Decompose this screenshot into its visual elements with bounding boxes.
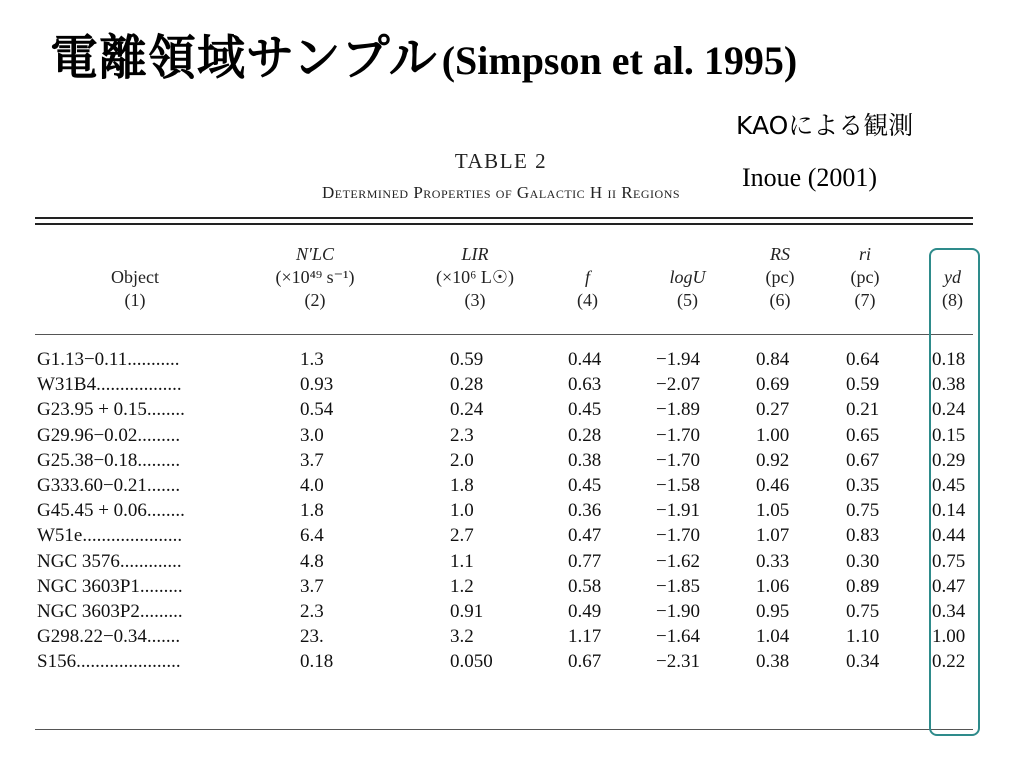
- table-cell-col-2: 3.7: [300, 575, 324, 597]
- table-cell-col-8: 0.18: [932, 349, 966, 370]
- table-cell-col-7: 0.75: [846, 601, 880, 622]
- table-row: [0, 548, 1024, 575]
- table-cell-col-3: 1.2: [450, 575, 474, 597]
- table-cell-col-4: 0.63: [568, 374, 602, 396]
- table-cell-col-7: 0.35: [846, 475, 880, 496]
- table-cell-col-4: 0.58: [568, 575, 602, 597]
- table-cell-object: S156......................: [37, 651, 181, 673]
- table-cell-col-3: 3.2: [450, 626, 474, 648]
- table-cell-col-7: 0.89: [846, 575, 880, 597]
- column-header-4: [560, 243, 615, 312]
- table-cell-col-2: 0.18: [300, 651, 334, 673]
- table-cell-col-6: 0.69: [756, 374, 790, 396]
- column-header-5: [645, 243, 730, 312]
- table-cell-col-3: 1.0: [450, 500, 474, 522]
- table-cell-col-7: 0.65: [846, 424, 880, 446]
- table-cell-col-4: 0.47: [568, 525, 602, 547]
- table-cell-col-3: 0.59: [450, 349, 484, 370]
- table-cell-col-3: 0.28: [450, 374, 484, 396]
- table-row: [0, 472, 1024, 499]
- column-header-8-line-3: (8): [942, 290, 963, 310]
- table-cell-col-4: 0.67: [568, 651, 602, 673]
- table-cell-col-3: 1.1: [450, 550, 474, 572]
- table-cell-col-6: 0.95: [756, 601, 790, 622]
- table-cell-col-7: 0.21: [846, 399, 880, 421]
- table-bottom-rule: [35, 729, 973, 730]
- column-header-6-line-1: RS: [770, 244, 790, 264]
- column-header-3-line-1: LIR: [461, 244, 489, 264]
- table-row: [0, 522, 1024, 549]
- table-cell-col-2: 4.8: [300, 550, 324, 572]
- table-cell-col-4: 0.45: [568, 475, 602, 496]
- table-cell-col-2: 23.: [300, 626, 324, 648]
- table-cell-col-2: 3.7: [300, 449, 324, 471]
- table-row: [0, 648, 1024, 675]
- table-cell-col-2: 3.0: [300, 424, 324, 446]
- table-row: [0, 422, 1024, 449]
- slide-title: [50, 30, 798, 86]
- table-cell-col-5: −2.07: [656, 374, 700, 396]
- table-row: [0, 598, 1024, 625]
- table-cell-col-8: 0.44: [932, 525, 966, 547]
- table-cell-col-5: −1.62: [656, 550, 700, 572]
- column-header-5-line-2: logU: [669, 267, 706, 287]
- column-header-8-line-2: yd: [944, 267, 961, 287]
- table-cell-col-8: 1.00: [932, 626, 966, 648]
- column-header-1-line-2: Object: [111, 267, 159, 287]
- table-cell-object: G29.96−0.02.........: [37, 424, 181, 446]
- table-cell-object: NGC 3576.............: [37, 550, 182, 572]
- table-cell-col-5: −1.89: [656, 399, 700, 421]
- table-cell-object: NGC 3603P1.........: [37, 575, 183, 597]
- table-caption: TABLE 2: [454, 149, 548, 173]
- column-header-3-line-3: (3): [464, 290, 486, 310]
- table-top-rule-inner: [35, 223, 973, 225]
- table-cell-col-6: 1.00: [756, 424, 790, 446]
- table-cell-col-6: 0.38: [756, 651, 790, 673]
- table-cell-col-4: 1.17: [568, 626, 602, 648]
- header-bottom-rule: [35, 334, 973, 335]
- table-cell-col-5: −1.64: [656, 626, 700, 648]
- table-cell-col-7: 1.10: [846, 626, 880, 648]
- table-cell-col-6: 1.04: [756, 626, 790, 648]
- table-cell-object: NGC 3603P2.........: [37, 601, 183, 622]
- column-header-7-line-3: (7): [854, 290, 876, 310]
- table-cell-object: W51e.....................: [37, 525, 183, 547]
- table-cell-object: W31B4..................: [37, 374, 182, 396]
- table-row: [0, 346, 1024, 373]
- table-cell-col-4: 0.38: [568, 449, 602, 471]
- table-cell-col-8: 0.38: [932, 374, 966, 396]
- column-header-6-line-3: (6): [769, 290, 791, 310]
- table-cell-col-4: 0.45: [568, 399, 602, 421]
- table-cell-col-8: 0.45: [932, 475, 966, 496]
- inoue-reference-note: Inoue (2001): [742, 163, 878, 192]
- table-cell-col-5: −1.90: [656, 601, 700, 622]
- column-header-5-line-3: (5): [677, 290, 698, 310]
- column-header-2-line-1: N′LC: [296, 244, 334, 264]
- table-cell-col-7: 0.67: [846, 449, 880, 471]
- table-cell-col-6: 0.27: [756, 399, 790, 421]
- table-cell-col-4: 0.49: [568, 601, 602, 622]
- column-header-6: [745, 243, 815, 312]
- table-cell-object: G25.38−0.18.........: [37, 449, 181, 471]
- table-cell-col-3: 0.050: [450, 651, 493, 673]
- table-cell-col-3: 2.3: [450, 424, 474, 446]
- table-cell-col-6: 1.06: [756, 575, 790, 597]
- table-cell-col-4: 0.28: [568, 424, 602, 446]
- table-cell-col-5: −2.31: [656, 651, 700, 673]
- table-cell-col-4: 0.44: [568, 349, 602, 370]
- column-header-4-line-1: [560, 243, 615, 266]
- column-header-5-line-1: [645, 243, 730, 266]
- table-cell-col-6: 0.33: [756, 550, 790, 572]
- column-header-1: [60, 243, 210, 312]
- table-cell-col-6: 1.05: [756, 500, 790, 522]
- table-row: [0, 447, 1024, 474]
- table-cell-col-5: −1.58: [656, 475, 700, 496]
- column-header-4-line-2: f: [584, 267, 590, 287]
- table-row: [0, 497, 1024, 524]
- table-cell-col-8: 0.22: [932, 651, 966, 673]
- table-cell-col-4: 0.36: [568, 500, 602, 522]
- table-cell-col-2: 1.8: [300, 500, 324, 522]
- table-cell-col-5: −1.70: [656, 525, 700, 547]
- table-cell-col-8: 0.24: [932, 399, 966, 421]
- table-cell-col-2: 0.54: [300, 399, 334, 421]
- column-header-7: [830, 243, 900, 312]
- table-cell-col-7: 0.75: [846, 500, 880, 522]
- kao-observation-note: KAOによる観測: [736, 111, 914, 140]
- table-cell-object: G23.95 + 0.15........: [37, 399, 185, 421]
- slide-title-japanese: 電離領域サンプル: [50, 30, 438, 86]
- column-header-1-line-3: (1): [124, 290, 146, 310]
- table-cell-col-8: 0.34: [932, 601, 966, 622]
- table-cell-col-5: −1.91: [656, 500, 700, 522]
- table-cell-col-2: 2.3: [300, 601, 324, 622]
- table-row: [0, 573, 1024, 600]
- table-cell-col-3: 2.7: [450, 525, 474, 547]
- column-header-2-line-2: (×10⁴⁹ s⁻¹): [275, 267, 355, 287]
- slide-title-citation: (Simpson et al. 1995): [441, 38, 798, 83]
- table-cell-col-7: 0.64: [846, 349, 880, 370]
- table-row: [0, 371, 1024, 398]
- table-cell-col-5: −1.94: [656, 349, 700, 370]
- yd-column-highlight: [929, 248, 980, 736]
- table-cell-col-2: 4.0: [300, 475, 324, 496]
- table-cell-object: G1.13−0.11...........: [37, 349, 180, 370]
- table-cell-col-2: 1.3: [300, 349, 324, 370]
- column-header-7-line-1: ri: [858, 244, 871, 264]
- table-cell-col-7: 0.34: [846, 651, 880, 673]
- table-cell-col-8: 0.14: [932, 500, 966, 522]
- table-top-rule: [35, 217, 973, 219]
- table-cell-col-2: 0.93: [300, 374, 334, 396]
- table-cell-col-6: 1.07: [756, 525, 790, 547]
- column-header-1-line-1: [60, 243, 210, 266]
- column-header-2-line-3: (2): [304, 290, 326, 310]
- table-cell-col-2: 6.4: [300, 525, 324, 547]
- table-subcaption: Determined Properties of Galactic H ii Regions: [321, 183, 681, 202]
- table-cell-object: G333.60−0.21.......: [37, 475, 181, 496]
- table-row: [0, 396, 1024, 423]
- table-cell-col-3: 0.91: [450, 601, 484, 622]
- table-cell-object: G298.22−0.34.......: [37, 626, 181, 648]
- table-row: [0, 623, 1024, 650]
- table-cell-col-8: 0.15: [932, 424, 966, 446]
- column-header-7-line-2: (pc): [850, 267, 880, 287]
- table-cell-col-5: −1.70: [656, 449, 700, 471]
- table-cell-col-5: −1.85: [656, 575, 700, 597]
- column-header-4-line-3: (4): [577, 290, 598, 310]
- column-header-6-line-2: (pc): [765, 267, 795, 287]
- table-cell-col-6: 0.92: [756, 449, 790, 471]
- table-cell-col-8: 0.47: [932, 575, 966, 597]
- table-cell-col-3: 2.0: [450, 449, 474, 471]
- table-cell-col-3: 0.24: [450, 399, 484, 421]
- column-header-3-line-2: (×10⁶ L☉): [435, 267, 515, 287]
- table-cell-col-7: 0.59: [846, 374, 880, 396]
- column-header-2: [270, 243, 360, 312]
- table-cell-col-3: 1.8: [450, 475, 474, 496]
- table-cell-col-6: 0.46: [756, 475, 790, 496]
- table-cell-col-4: 0.77: [568, 550, 602, 572]
- table-cell-col-8: 0.29: [932, 449, 966, 471]
- table-cell-col-8: 0.75: [932, 550, 966, 572]
- column-header-3: [415, 243, 535, 312]
- table-cell-col-6: 0.84: [756, 349, 790, 370]
- table-cell-col-5: −1.70: [656, 424, 700, 446]
- table-cell-object: G45.45 + 0.06........: [37, 500, 185, 522]
- table-cell-col-7: 0.83: [846, 525, 880, 547]
- table-cell-col-7: 0.30: [846, 550, 880, 572]
